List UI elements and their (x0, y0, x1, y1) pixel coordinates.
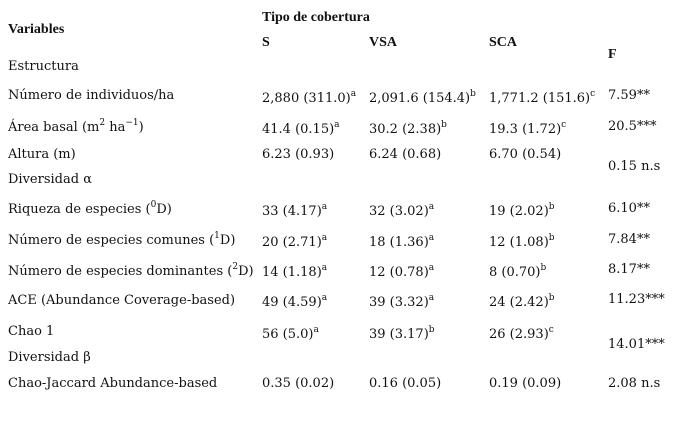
cell-vsa: 30.2 $(2.38)^b$ (369, 119, 447, 137)
cell-s: 14 $(1.18)^a$ (262, 262, 328, 280)
row-label: Chao-Jaccard Abundance-based (8, 376, 218, 391)
header-col-s: S (262, 35, 270, 50)
cell-s: 6.23 (0.93) (262, 147, 335, 162)
section-diversidad-alpha: Diversidad α (8, 172, 92, 187)
cell-s: 33 $(4.17)^a$ (262, 201, 328, 219)
section-diversidad-beta: Diversidad β (8, 350, 91, 365)
cell-f: 7.59** (608, 88, 650, 103)
cell-sca: 19.3 $(1.72)^c$ (489, 119, 567, 137)
row-label: ACE (Abundance Coverage-based) (8, 293, 236, 308)
header-col-sca: SCA (489, 35, 518, 50)
cell-f: 20.5*** (608, 119, 657, 134)
cell-sca: 8 $(0.70)^b$ (489, 262, 547, 280)
header-tipo-de-cobertura: Tipo de cobertura (262, 10, 370, 25)
row-label: Número de especies dominantes ($^2$D) (8, 261, 254, 279)
cell-s: 0.35 (0.02) (262, 376, 335, 391)
header-variables: Variables (8, 22, 65, 37)
cell-s: 49 $(4.59)^a$ (262, 292, 328, 310)
row-label: Número de especies comunes ($^1$D) (8, 230, 236, 248)
cell-sca: 0.19 (0.09) (489, 376, 562, 391)
row-label: Riqueza de especies ($^0$D) (8, 199, 172, 217)
cell-sca: 19 $(2.02)^b$ (489, 201, 555, 219)
cell-s: 2,880 $(311.0)^a$ (262, 88, 357, 106)
row-label: Área basal ($m^2$ $ha^{-1}$) (8, 117, 144, 135)
header-col-vsa: VSA (369, 35, 398, 50)
cell-vsa: 39 $(3.17)^b$ (369, 324, 435, 342)
cell-f: 2.08 n.s (608, 376, 661, 391)
row-label: Número de individuos/ha (8, 88, 175, 103)
cell-f: 11.23*** (608, 292, 665, 307)
row-label: Chao 1 (8, 324, 55, 339)
cell-f: 0.15 n.s (608, 159, 661, 174)
cell-vsa: 0.16 (0.05) (369, 376, 442, 391)
cell-sca: 26 $(2.93)^c$ (489, 324, 554, 342)
cell-f: 8.17** (608, 262, 650, 277)
cell-s: 41.4 $(0.15)^a$ (262, 119, 340, 137)
cell-sca: 6.70 (0.54) (489, 147, 562, 162)
cell-vsa: 32 $(3.02)^a$ (369, 201, 435, 219)
cell-vsa: 6.24 (0.68) (369, 147, 442, 162)
header-col-f: F (608, 47, 617, 62)
cell-s: 20 $(2.71)^a$ (262, 232, 328, 250)
cell-sca: 1,771.2 $(151.6)^c$ (489, 88, 596, 106)
section-estructura: Estructura (8, 59, 79, 74)
row-label: Altura (m) (8, 147, 76, 162)
cell-vsa: 39 $(3.32)^a$ (369, 292, 435, 310)
cell-f: 6.10** (608, 201, 650, 216)
cell-f: 14.01*** (608, 337, 665, 352)
cell-f: 7.84** (608, 232, 650, 247)
cell-vsa: 18 $(1.36)^a$ (369, 232, 435, 250)
cell-vsa: 2,091.6 $(154.4)^b$ (369, 88, 476, 106)
cell-sca: 12 $(1.08)^b$ (489, 232, 555, 250)
cell-s: 56 $(5.0)^a$ (262, 324, 319, 342)
cell-vsa: 12 $(0.78)^a$ (369, 262, 435, 280)
cell-sca: 24 $(2.42)^b$ (489, 292, 555, 310)
